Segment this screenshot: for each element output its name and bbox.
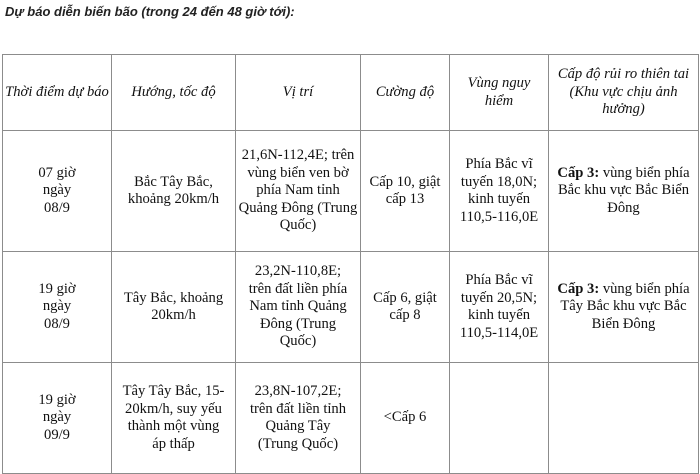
header-risk-level: Cấp độ rủi ro thiên tai (Khu vực chịu ảnh hưởng) <box>549 55 699 131</box>
risk-area-text: vùng biển phía Tây Bắc khu vực Bắc Biển Đông <box>560 280 690 332</box>
risk-level-label: Cấp 3: <box>557 164 600 181</box>
table-row <box>3 363 699 474</box>
cell-danger-zone <box>450 363 549 474</box>
risk-level-label: Cấp 3: <box>557 280 600 297</box>
table-header-row <box>3 55 699 131</box>
cell-danger-zone: Phía Bắc vĩ tuyến 20,5N; kinh tuyến 110,5-114,0E <box>450 252 549 363</box>
cell-position: 23,2N-110,8E; trên đất liền phía Nam tỉnh Quảng Đông (Trung Quốc) <box>236 252 361 363</box>
cell-risk-level <box>549 131 699 252</box>
cell-direction: Tây Bắc, khoảng 20km/h <box>112 252 236 363</box>
header-danger-zone: Vùng nguy hiểm <box>450 55 549 131</box>
cell-position: 23,8N-107,2E; trên đất liền tỉnh Quảng Tây (Trung Quốc) <box>236 363 361 474</box>
table-row <box>3 252 699 363</box>
header-intensity: Cường độ <box>361 55 450 131</box>
cell-risk-level <box>549 363 699 474</box>
cell-intensity: Cấp 10, giật cấp 13 <box>361 131 450 252</box>
header-direction: Hướng, tốc độ <box>112 55 236 131</box>
forecast-table <box>2 54 699 474</box>
header-time: Thời điểm dự báo <box>3 55 112 131</box>
cell-time: 07 giờ ngày 08/9 <box>3 131 112 252</box>
cell-position: 21,6N-112,4E; trên vùng biển ven bờ phía Nam tỉnh Quảng Đông (Trung Quốc) <box>236 131 361 252</box>
cell-risk-level <box>549 252 699 363</box>
table-row <box>3 131 699 252</box>
cell-direction: Tây Tây Bắc, 15-20km/h, suy yếu thành một vùng áp thấp <box>112 363 236 474</box>
risk-area-text: vùng biển phía Bắc khu vực Bắc Biển Đông <box>557 164 690 216</box>
cell-intensity: <Cấp 6 <box>361 363 450 474</box>
cell-direction: Bắc Tây Bắc, khoảng 20km/h <box>112 131 236 252</box>
cell-time: 19 giờ ngày 08/9 <box>3 252 112 363</box>
cell-danger-zone: Phía Bắc vĩ tuyến 18,0N; kinh tuyến 110,5-116,0E <box>450 131 549 252</box>
header-position: Vị trí <box>236 55 361 131</box>
section-heading: Dự báo diễn biến bão (trong 24 đến 48 giờ tới): <box>5 4 295 19</box>
cell-time: 19 giờ ngày 09/9 <box>3 363 112 474</box>
cell-intensity: Cấp 6, giật cấp 8 <box>361 252 450 363</box>
